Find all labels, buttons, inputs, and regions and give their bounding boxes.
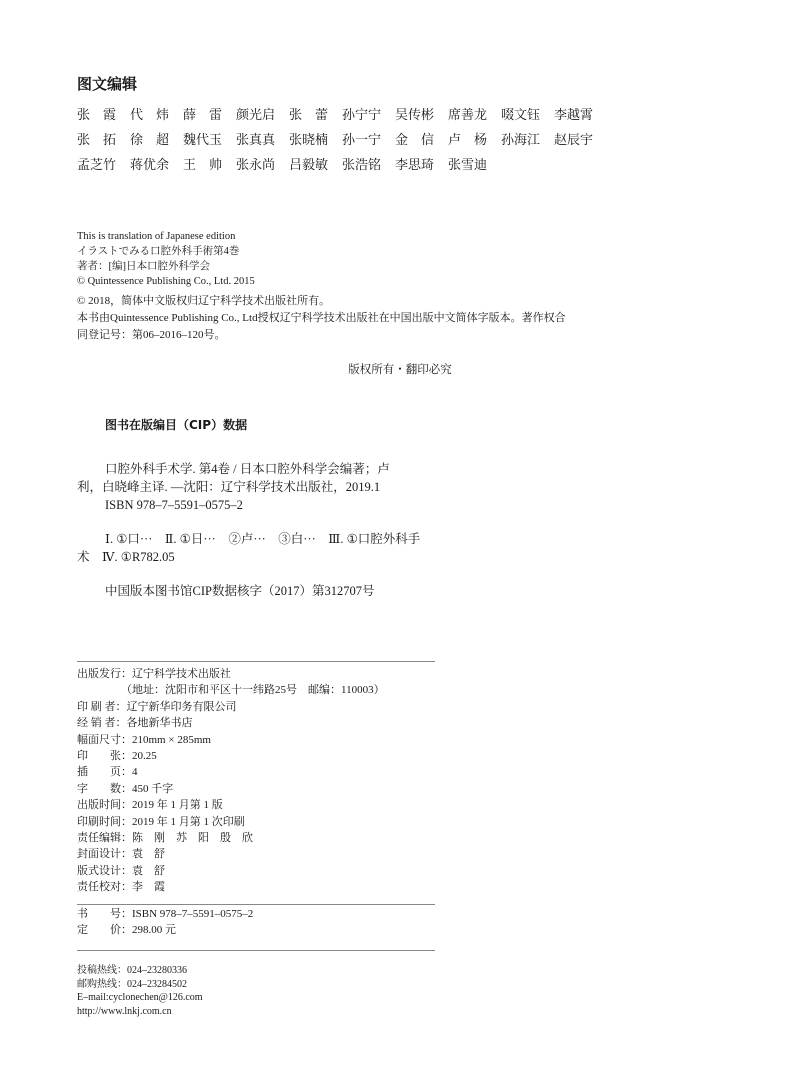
original-title: イラストでみる口腔外科手術第4巻	[77, 246, 240, 257]
editor-name: 金 信	[395, 133, 435, 148]
pub-row	[77, 830, 385, 846]
original-edition-info	[77, 229, 255, 289]
editor-name: 孙海江	[501, 133, 541, 148]
cip-classification: Ⅰ. ①口··· Ⅱ. ①日··· ②卢··· ③白··· Ⅲ. ①口腔外科手	[105, 532, 421, 546]
cip-record	[77, 460, 457, 600]
editors-row	[77, 154, 637, 179]
pub-label: 出版时间：	[77, 799, 132, 812]
editor-name: 李思琦	[395, 158, 435, 173]
editor-name: 赵辰宇	[554, 133, 594, 148]
price-label: 定 价：	[77, 924, 132, 936]
pub-value: 各地新华书店	[126, 717, 193, 730]
editor-name: 张 霞	[77, 108, 117, 123]
copyright-statement	[77, 293, 566, 344]
pub-label: 版式设计：	[77, 864, 132, 877]
editor-name: 张真真	[236, 133, 276, 148]
publication-info	[77, 666, 385, 896]
editor-name: 席善龙	[448, 108, 488, 123]
pub-row	[77, 863, 385, 879]
pub-value: 袁 舒	[132, 864, 165, 877]
pub-value: 20.25	[132, 750, 157, 763]
license-line: 本书由Quintessence Publishing Co., Ltd授权辽宁科学技术出版社在中国出版中文简体字版本。著作权合	[77, 312, 566, 324]
mail-order-hotline: 邮购热线：024–23284502	[77, 978, 187, 990]
pub-value: 陈 刚 苏 阳 殷 欣	[132, 832, 253, 845]
isbn-value: ISBN 978–7–5591–0575–2	[132, 908, 254, 920]
editor-name: 颜光启	[236, 108, 276, 123]
price-row	[77, 922, 253, 938]
pub-label: 印刷时间：	[77, 815, 132, 828]
editor-name: 张浩铭	[342, 158, 382, 173]
contact-info	[77, 964, 203, 1018]
publisher-label: 出版发行：	[77, 668, 132, 680]
pub-row	[77, 715, 385, 731]
pub-row	[77, 781, 385, 797]
pub-row	[77, 764, 385, 780]
pub-label: 印 刷 者：	[77, 700, 127, 713]
editor-name: 吕毅敏	[289, 158, 329, 173]
editor-name: 孙宁宁	[342, 108, 382, 123]
editor-name: 张 拓	[77, 133, 117, 148]
pub-row	[77, 748, 385, 764]
editor-name: 啜文钰	[501, 108, 541, 123]
divider	[77, 950, 435, 951]
editors-row	[77, 104, 637, 129]
pub-row	[77, 814, 385, 830]
cip-classification: 术 Ⅳ. ①R782.05	[77, 550, 175, 564]
editor-name: 吴传彬	[395, 108, 435, 123]
pub-row	[77, 797, 385, 813]
pub-label: 责任校对：	[77, 881, 132, 894]
isbn-price-info	[77, 906, 253, 938]
cip-line: 口腔外科手术学. 第4卷 / 日本口腔外科学会编著；卢	[105, 462, 390, 476]
cip-heading: 图书在版编目（CIP）数据	[105, 418, 248, 432]
pub-label: 经 销 者：	[77, 717, 127, 730]
original-edition-line: This is translation of Japanese edition	[77, 231, 236, 242]
publisher-row	[77, 666, 385, 682]
pub-value: 2019 年 1 月第 1 版	[132, 799, 223, 812]
pub-label: 封面设计：	[77, 848, 132, 861]
pub-value: 210mm × 285mm	[132, 733, 211, 746]
editor-name: 张晓楠	[289, 133, 329, 148]
editor-name: 王 帅	[183, 158, 223, 173]
editor-name: 张永尚	[236, 158, 276, 173]
pub-value: 450 千字	[132, 782, 174, 795]
pub-label: 字 数：	[77, 782, 132, 795]
original-copyright: © Quintessence Publishing Co., Ltd. 2015	[77, 276, 255, 287]
pub-row	[77, 732, 385, 748]
editor-name: 徐 超	[130, 133, 170, 148]
editor-name: 张雪迪	[448, 158, 488, 173]
pub-label: 插 页：	[77, 766, 132, 779]
submission-hotline: 投稿热线：024–23280336	[77, 965, 187, 976]
pub-value: 2019 年 1 月第 1 次印刷	[132, 815, 245, 828]
editor-name: 孙一宁	[342, 133, 382, 148]
editor-name: 蒋优余	[130, 158, 170, 173]
pub-value: 李 霞	[132, 881, 165, 894]
editors-row	[77, 129, 637, 154]
editor-name: 孟芝竹	[77, 158, 117, 173]
copyright-line: © 2018，简体中文版权归辽宁科学技术出版社所有。	[77, 295, 331, 307]
editor-name: 卢 杨	[448, 133, 488, 148]
editors-list	[77, 104, 637, 179]
rights-notice: 版权所有・翻印必究	[348, 364, 452, 376]
pub-value: 4	[132, 766, 138, 779]
email-address: E–mail:cyclonechen@126.com	[77, 992, 203, 1003]
pub-label: 幅面尺寸：	[77, 733, 132, 746]
cip-isbn: ISBN 978–7–5591–0575–2	[105, 498, 243, 512]
cip-catalog-number: 中国版本图书馆CIP数据核字（2017）第312707号	[105, 584, 375, 598]
cip-line: 利，白晓峰主译. —沈阳：辽宁科学技术出版社，2019.1	[77, 480, 381, 494]
editor-name: 李越霄	[554, 108, 594, 123]
isbn-row	[77, 906, 253, 922]
editor-name: 张 蕾	[289, 108, 329, 123]
pub-value: 袁 舒	[132, 848, 165, 861]
original-author: 著者：[编]日本口腔外科学会	[77, 261, 210, 272]
pub-row	[77, 879, 385, 895]
pub-row	[77, 699, 385, 715]
publisher-value: 辽宁科学技术出版社	[132, 668, 231, 680]
pub-row	[77, 846, 385, 862]
editor-name: 薛 雷	[183, 108, 223, 123]
editor-name: 代 炜	[130, 108, 170, 123]
pub-label: 印 张：	[77, 750, 132, 763]
pub-value: 辽宁新华印务有限公司	[126, 700, 237, 713]
registration-line: 同登记号：第06–2016–120号。	[77, 329, 226, 341]
publisher-address: （地址：沈阳市和平区十一纬路25号 邮编：110003）	[121, 684, 385, 697]
website-url: http://www.lnkj.com.cn	[77, 1005, 172, 1017]
divider	[77, 661, 435, 662]
pub-label: 责任编辑：	[77, 832, 132, 845]
editors-heading: 图文编辑	[77, 75, 138, 93]
price-value: 298.00 元	[132, 924, 176, 936]
editor-name: 魏代玉	[183, 133, 223, 148]
divider	[77, 904, 435, 905]
isbn-label: 书 号：	[77, 908, 132, 920]
